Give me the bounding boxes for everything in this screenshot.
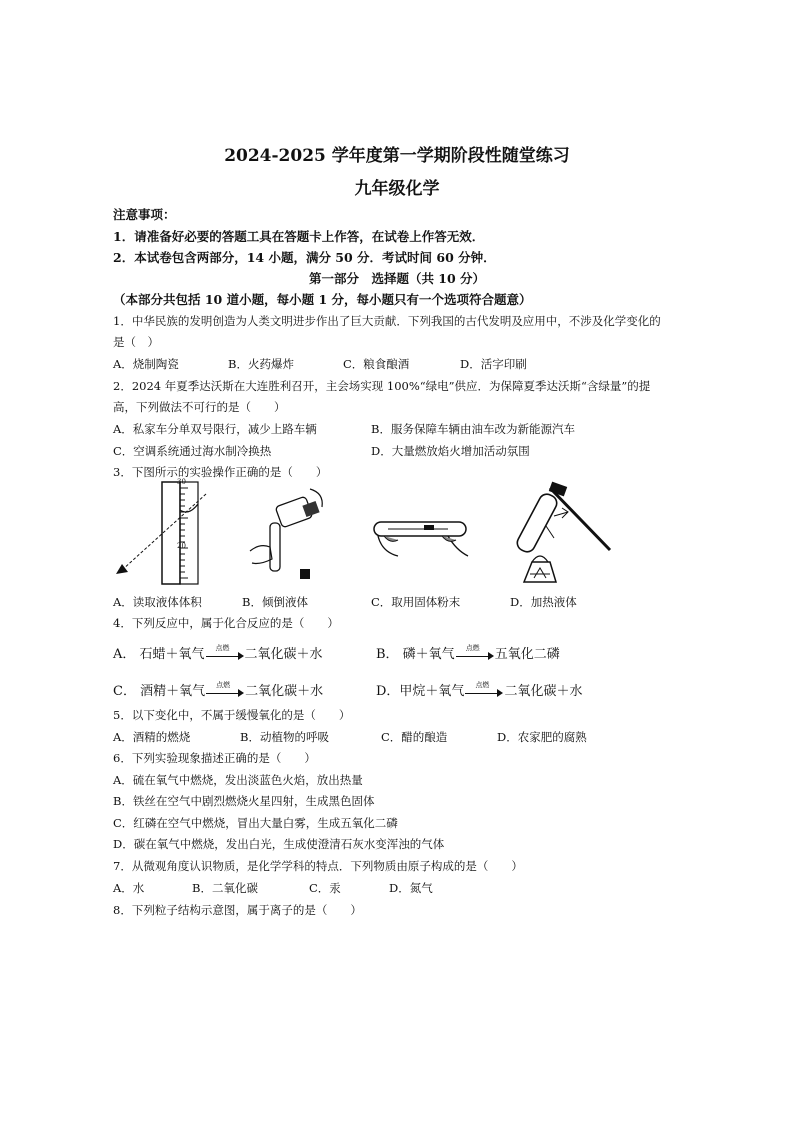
q8-stem: 8．下列粒子结构示意图，属于离子的是（ ） — [113, 903, 362, 917]
scale-label-30: 30 — [177, 478, 186, 486]
q4-option-d — [376, 680, 582, 699]
q4-b-reactants: B． 磷＋氧气 — [376, 647, 455, 662]
q5-stem: 5．以下变化中，不属于缓慢氧化的是（ ） — [113, 708, 351, 722]
q5-option-d: D．农家肥的腐熟 — [497, 730, 587, 744]
q4-b-products: 五氧化二磷 — [494, 647, 560, 662]
notice-item-1: 1．请准备好必要的答题工具在答题卡上作答，在试卷上作答无效． — [113, 229, 485, 244]
reaction-arrow: 点燃 — [206, 687, 244, 697]
q5-option-a: A．酒精的燃烧 — [113, 730, 191, 744]
q1-option-a: A．烧制陶瓷 — [113, 357, 179, 371]
figure-heat-liquid — [510, 478, 620, 588]
q3-option-c: C．取用固体粉末 — [371, 595, 461, 609]
exam-title: 2024-2025 学年度第一学期阶段性随堂练习 — [224, 146, 570, 166]
q5-option-b: B．动植物的呼吸 — [240, 730, 329, 744]
q6-option-b: B．铁丝在空气中剧烈燃烧火星四射，生成黑色固体 — [113, 794, 375, 808]
q4-option-c — [113, 680, 323, 699]
q6-stem: 6．下列实验现象描述正确的是（ ） — [113, 751, 316, 765]
q3-stem: 3．下图所示的实验操作正确的是（ ） — [113, 465, 328, 479]
q4-option-b — [376, 643, 560, 662]
notice-heading: 注意事项： — [113, 207, 176, 222]
q2-stem-line2: 高，下列做法不可行的是（ ） — [113, 400, 286, 414]
q2-option-b: B．服务保障车辆由油车改为新能源汽车 — [371, 422, 575, 436]
q4-stem: 4．下列反应中，属于化合反应的是（ ） — [113, 616, 339, 630]
q4-a-reactants: A． 石蜡＋氧气 — [113, 647, 205, 662]
q2-option-d: D．大量燃放焰火增加活动氛围 — [371, 444, 530, 458]
q7-option-b: B．二氧化碳 — [192, 881, 258, 895]
q3-option-a: A．读取液体体积 — [113, 595, 202, 609]
q7-option-c: C．汞 — [309, 881, 341, 895]
q2-option-c: C．空调系统通过海水制冷换热 — [113, 444, 272, 458]
q7-option-d: D．氮气 — [389, 881, 433, 895]
q3-option-b: B．倾倒液体 — [242, 595, 308, 609]
q7-option-a: A．水 — [113, 881, 145, 895]
q4-d-reactants: D．甲烷＋氧气 — [376, 684, 465, 699]
q2-option-a: A．私家车分单双号限行，减少上路车辆 — [113, 422, 317, 436]
q7-stem: 7．从微观角度认识物质，是化学学科的特点．下列物质由原子构成的是（ ） — [113, 859, 523, 873]
q6-option-a: A．硫在氧气中燃烧，发出淡蓝色火焰，放出热量 — [113, 773, 363, 787]
q1-stem-line1: 1．中华民族的发明创造为人类文明进步作出了巨大贡献．下列我国的古代发明及应用中，不涉及化学变化的 — [113, 314, 661, 328]
figure-pour-liquid — [240, 485, 330, 585]
q4-c-products: 二氧化碳＋水 — [245, 684, 324, 699]
q5-option-c: C．醋的酿造 — [381, 730, 448, 744]
reaction-arrow: 点燃 — [456, 650, 494, 660]
scale-label-20: 20 — [177, 542, 186, 550]
q3-option-d: D．加热液体 — [510, 595, 577, 609]
q6-option-d: D．碳在氧气中燃烧，发出白光，生成使澄清石灰水变浑浊的气体 — [113, 837, 445, 851]
figure-read-volume — [110, 478, 220, 588]
q1-stem-line2: 是（ ） — [113, 335, 159, 349]
q4-a-products: 二氧化碳＋水 — [244, 647, 323, 662]
reaction-arrow: 点燃 — [465, 687, 503, 697]
q2-stem-line1: 2．2024 年夏季达沃斯在大连胜利召开，主会场实现 100%“绿电”供应．为保障夏季达沃斯“含绿量”的提 — [113, 379, 651, 393]
q1-option-d: D．活字印刷 — [460, 357, 527, 371]
q4-c-reactants: C． 酒精＋氧气 — [113, 684, 206, 699]
notice-item-2: 2．本试卷包含两部分，14 小题，满分 50 分．考试时间 60 分钟． — [113, 250, 496, 265]
q6-option-c: C．红磷在空气中燃烧，冒出大量白雾，生成五氧化二磷 — [113, 816, 398, 830]
figure-take-powder — [368, 500, 473, 560]
q1-option-c: C．粮食酿酒 — [343, 357, 410, 371]
q1-option-b: B．火药爆炸 — [228, 357, 294, 371]
q4-d-products: 二氧化碳＋水 — [504, 684, 583, 699]
part1-heading: 第一部分 选择题（共 10 分） — [308, 271, 486, 286]
q4-option-a — [113, 643, 323, 662]
reaction-arrow: 点燃 — [206, 650, 244, 660]
exam-subtitle: 九年级化学 — [354, 179, 440, 199]
part1-note: （本部分共包括 10 道小题，每小题 1 分，每小题只有一个选项符合题意） — [113, 292, 532, 307]
